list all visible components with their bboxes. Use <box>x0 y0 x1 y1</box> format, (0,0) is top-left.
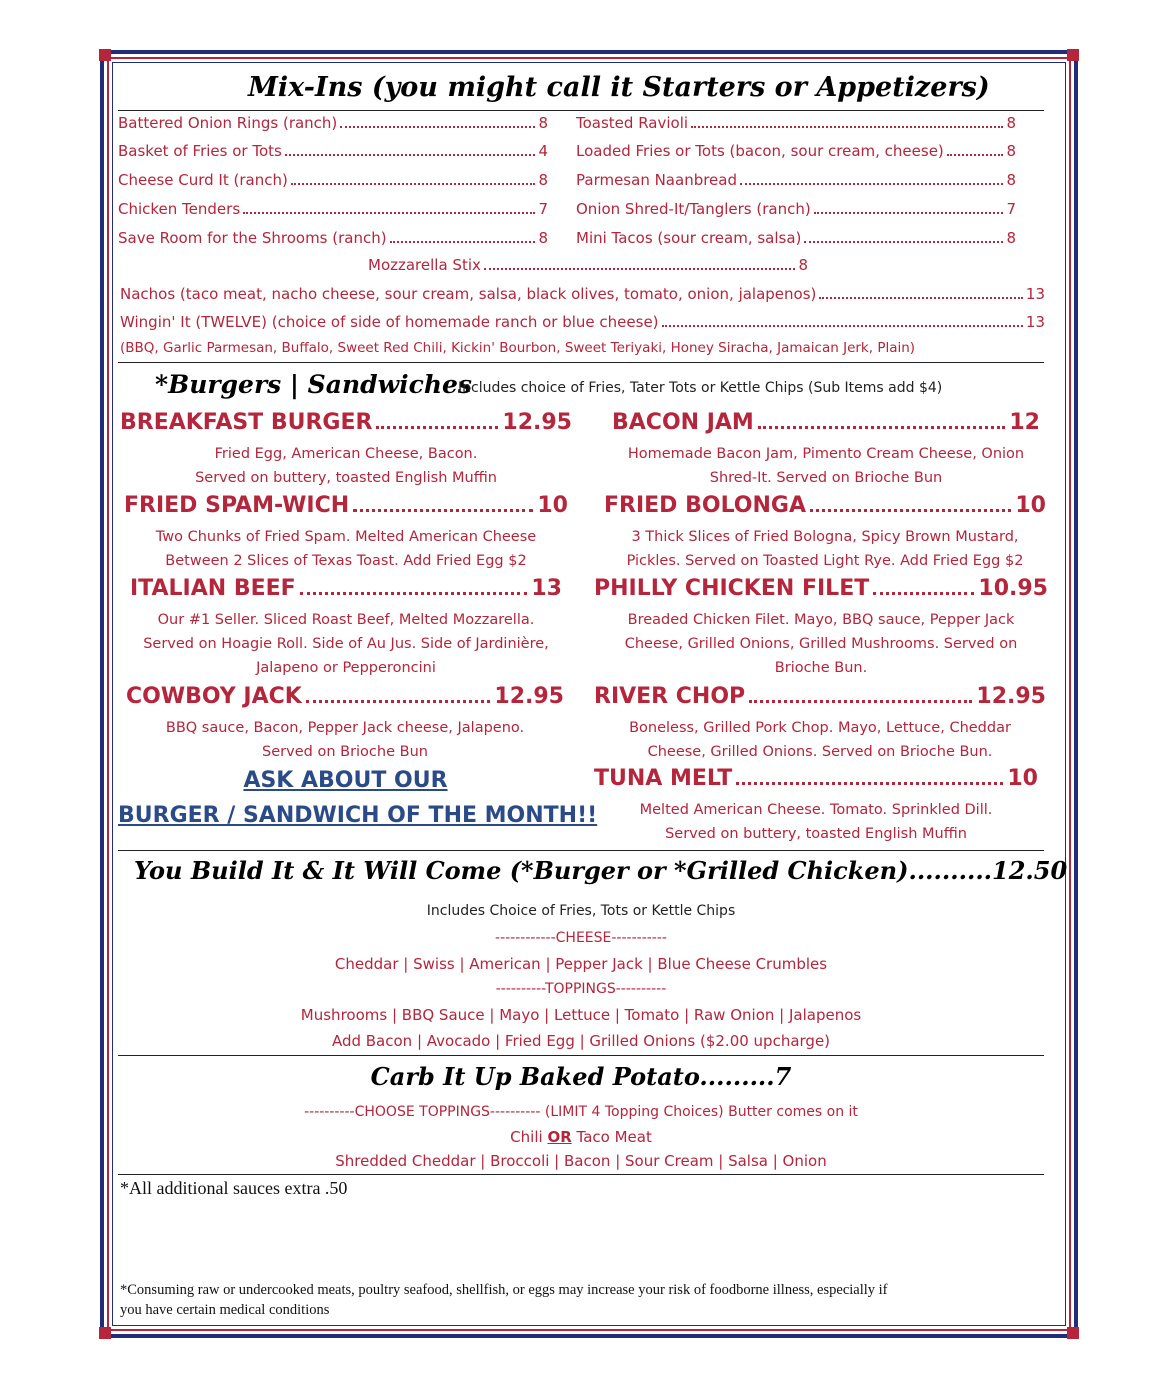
item-price: 10.95 <box>978 576 1048 601</box>
description-line: Homemade Bacon Jam, Pimento Cream Cheese, Onion <box>627 446 1025 462</box>
corner-ornament <box>99 1327 111 1339</box>
choose-note: (LIMIT 4 Topping Choices) Butter comes on it <box>540 1104 858 1120</box>
leader-dots <box>873 592 974 595</box>
item-price: 10 <box>1007 766 1038 791</box>
leader-dots <box>285 154 536 156</box>
description-line: BBQ sauce, Bacon, Pepper Jack cheese, Jalapeno. <box>165 720 525 736</box>
item-price: 13 <box>531 576 562 601</box>
item-price: 12.95 <box>976 684 1046 709</box>
potato-title: Carb It Up Baked Potato.........7 <box>370 1062 792 1091</box>
description-line: 3 Thick Slices of Fried Bologna, Spicy Brown Mustard, <box>631 529 1019 545</box>
item-price: 7 <box>538 200 548 218</box>
leader-dots <box>758 426 1006 429</box>
description-line: Our #1 Seller. Sliced Roast Beef, Melted Mozzarella. <box>157 612 535 628</box>
item-price: 8 <box>1006 171 1016 189</box>
item-price: 12 <box>1009 410 1040 435</box>
menu-item <box>118 229 548 247</box>
sandwich-description <box>114 525 578 573</box>
menu-item <box>118 142 548 160</box>
sandwich-description <box>584 716 1056 764</box>
mixins-wings <box>120 313 1045 331</box>
sandwich-title <box>124 493 568 518</box>
wing-flavors: (BBQ, Garlic Parmesan, Buffalo, Sweet Red Chili, Kickin' Bourbon, Sweet Teriyaki, Honey Siracha, Jamaican Jerk, Plain) <box>120 340 916 356</box>
mixins-nachos <box>120 285 1045 303</box>
description-line: Jalapeno or Pepperoncini <box>256 660 436 676</box>
sandwich-description <box>584 798 1048 846</box>
cheese-options: Cheddar | Swiss | American | Pepper Jack | Blue Cheese Crumbles <box>334 955 828 973</box>
description-line: Two Chunks of Fried Spam. Melted American Cheese <box>155 529 537 545</box>
item-name: FRIED SPAM-WICH <box>124 493 350 518</box>
disclaimer: *Consuming raw or undercooked meats, poultry seafood, shellfish, or eggs may increase your risk of foodborne illness, especially if <box>120 1282 888 1298</box>
description-line: Brioche Bun. <box>774 660 868 676</box>
item-name: Chicken Tenders <box>118 200 241 218</box>
leader-dots <box>814 212 1004 214</box>
item-name: PHILLY CHICKEN FILET <box>594 576 870 601</box>
sandwich-title <box>594 766 1038 791</box>
item-price: 10 <box>537 493 568 518</box>
leader-dots <box>810 509 1011 512</box>
addon-options: Add Bacon | Avocado | Fried Egg | Grilled Onions ($2.00 upcharge) <box>331 1032 831 1050</box>
leader-dots <box>749 700 972 703</box>
item-price: 8 <box>538 171 548 189</box>
potato-toppings: Shredded Cheddar | Broccoli | Bacon | Sour Cream | Salsa | Onion <box>335 1152 827 1170</box>
description-line: Cheese, Grilled Onions, Grilled Mushrooms. Served on <box>624 636 1018 652</box>
or-word: OR <box>547 1128 572 1146</box>
divider <box>118 110 1044 111</box>
taco-option: Taco Meat <box>571 1128 652 1146</box>
item-price: 8 <box>1006 114 1016 132</box>
item-name: ITALIAN BEEF <box>130 576 296 601</box>
item-price: 8 <box>538 229 548 247</box>
item-name: Mini Tacos (sour cream, salsa) <box>576 229 802 247</box>
item-name: TUNA MELT <box>594 766 733 791</box>
leader-dots <box>736 782 1003 785</box>
item-name: Wingin' It (TWELVE) (choice of side of homemade ranch or blue cheese) <box>120 313 659 331</box>
item-price: 13 <box>1025 313 1045 331</box>
divider <box>118 850 1044 851</box>
item-price: 4 <box>538 142 548 160</box>
item-price: 10 <box>1015 493 1046 518</box>
choose-header: ----------CHOOSE TOPPINGS---------- <box>304 1104 541 1120</box>
potato-meat <box>118 1128 1044 1146</box>
description-line: Between 2 Slices of Texas Toast. Add Fried Egg $2 <box>165 553 527 569</box>
sandwich-title <box>612 410 1040 435</box>
corner-ornament <box>1067 1327 1079 1339</box>
item-name: Basket of Fries or Tots <box>118 142 282 160</box>
item-name: FRIED BOLONGA <box>604 493 807 518</box>
sandwich-description <box>584 608 1058 680</box>
leader-dots <box>306 700 491 703</box>
item-price: 8 <box>538 114 548 132</box>
sandwich-of-month-link[interactable]: BURGER / SANDWICH OF THE MONTH!! <box>118 803 598 828</box>
leader-dots <box>376 426 498 429</box>
leader-dots <box>291 183 536 185</box>
description-line: Served on buttery, toasted English Muffin <box>195 470 497 486</box>
menu-item <box>576 114 1016 132</box>
leader-dots <box>819 297 1023 299</box>
leader-dots <box>947 154 1004 156</box>
description-line: Served on Hoagie Roll. Side of Au Jus. Side of Jardinière, <box>143 636 549 652</box>
burgers-subtitle: Includes choice of Fries, Tater Tots or Kettle Chips (Sub Items add $4) <box>458 380 943 396</box>
leader-dots <box>340 126 535 128</box>
sandwich-title <box>126 684 564 709</box>
menu-item <box>576 229 1016 247</box>
divider <box>118 1174 1044 1175</box>
item-price: 8 <box>1006 229 1016 247</box>
disclaimer: you have certain medical conditions <box>120 1302 330 1318</box>
leader-dots <box>740 183 1003 185</box>
menu-item <box>576 142 1016 160</box>
item-name: Loaded Fries or Tots (bacon, sour cream, cheese) <box>576 142 944 160</box>
item-name: COWBOY JACK <box>126 684 302 709</box>
description-line: Served on buttery, toasted English Muffin <box>665 826 967 842</box>
corner-ornament <box>1067 49 1079 61</box>
item-name: Mozzarella Stix <box>368 256 481 274</box>
leader-dots <box>662 325 1023 327</box>
menu-item <box>118 171 548 189</box>
menu-item <box>118 200 548 218</box>
description-line: Breaded Chicken Filet. Mayo, BBQ sauce, Pepper Jack <box>627 612 1015 628</box>
item-name: Save Room for the Shrooms (ranch) <box>118 229 387 247</box>
toppings-options: Mushrooms | BBQ Sauce | Mayo | Lettuce | Tomato | Raw Onion | Jalapenos <box>300 1006 862 1024</box>
item-price: 8 <box>1006 142 1016 160</box>
sandwich-title <box>604 493 1046 518</box>
item-name: Cheese Curd It (ranch) <box>118 171 288 189</box>
item-price: 7 <box>1006 200 1016 218</box>
item-name: BREAKFAST BURGER <box>120 410 373 435</box>
item-name: Onion Shred-It/Tanglers (ranch) <box>576 200 811 218</box>
divider <box>118 1055 1044 1056</box>
sandwich-title <box>594 576 1048 601</box>
description-line: Cheese, Grilled Onions. Served on Brioche Bun. <box>647 744 993 760</box>
item-name: Nachos (taco meat, nacho cheese, sour cream, salsa, black olives, tomato, onion, jalapenos) <box>120 285 817 303</box>
divider <box>118 362 1044 363</box>
build-title: You Build It & It Will Come (*Burger or *Grilled Chicken)..........12.50 <box>134 856 1068 885</box>
item-name: Toasted Ravioli <box>576 114 689 132</box>
mixins-title: Mix-Ins (you might call it Starters or Appetizers) <box>248 72 990 103</box>
sauces-note: *All additional sauces extra .50 <box>120 1178 348 1198</box>
menu-item <box>576 200 1016 218</box>
leader-dots <box>300 592 528 595</box>
burgers-title: *Burgers | Sandwiches <box>155 370 472 399</box>
item-name: Battered Onion Rings (ranch) <box>118 114 338 132</box>
leader-dots <box>484 268 796 270</box>
description-line: Melted American Cheese. Tomato. Sprinkled Dill. <box>639 802 993 818</box>
description-line: Served on Brioche Bun <box>262 744 428 760</box>
item-price: 12.95 <box>494 684 564 709</box>
item-price: 12.95 <box>502 410 572 435</box>
item-price: 8 <box>798 256 808 274</box>
description-line: Shred-It. Served on Brioche Bun <box>709 470 943 486</box>
menu-item <box>118 114 548 132</box>
mixins-center-item <box>368 256 808 274</box>
description-line: Pickles. Served on Toasted Light Rye. Add Fried Egg $2 <box>626 553 1024 569</box>
sandwich-description <box>602 442 1050 490</box>
sandwich-title <box>594 684 1046 709</box>
toppings-header: ----------TOPPINGS---------- <box>495 981 667 997</box>
sandwich-description <box>120 608 572 680</box>
cheese-header: ------------CHEESE----------- <box>495 930 667 946</box>
leader-dots <box>353 509 533 512</box>
menu-item <box>576 171 1016 189</box>
sandwich-description <box>110 442 582 490</box>
leader-dots <box>691 126 1003 128</box>
leader-dots <box>390 241 536 243</box>
description-line: Fried Egg, American Cheese, Bacon. <box>214 446 478 462</box>
description-line: Boneless, Grilled Pork Chop. Mayo, Lettuce, Cheddar <box>629 720 1011 736</box>
potato-choose <box>118 1104 1044 1120</box>
item-price: 13 <box>1025 285 1045 303</box>
ask-about-link[interactable]: ASK ABOUT OUR <box>243 768 448 793</box>
item-name: RIVER CHOP <box>594 684 746 709</box>
item-name: BACON JAM <box>612 410 754 435</box>
chili-option: Chili <box>510 1128 548 1146</box>
leader-dots <box>804 241 1003 243</box>
sandwich-title <box>120 410 572 435</box>
sandwich-title <box>130 576 562 601</box>
potato-title-wrap <box>118 1062 1044 1091</box>
item-name: Parmesan Naanbread <box>576 171 738 189</box>
sandwich-description <box>116 716 574 764</box>
corner-ornament <box>99 49 111 61</box>
build-includes: Includes Choice of Fries, Tots or Kettle Chips <box>426 903 736 919</box>
leader-dots <box>243 212 535 214</box>
sandwich-description <box>594 525 1056 573</box>
